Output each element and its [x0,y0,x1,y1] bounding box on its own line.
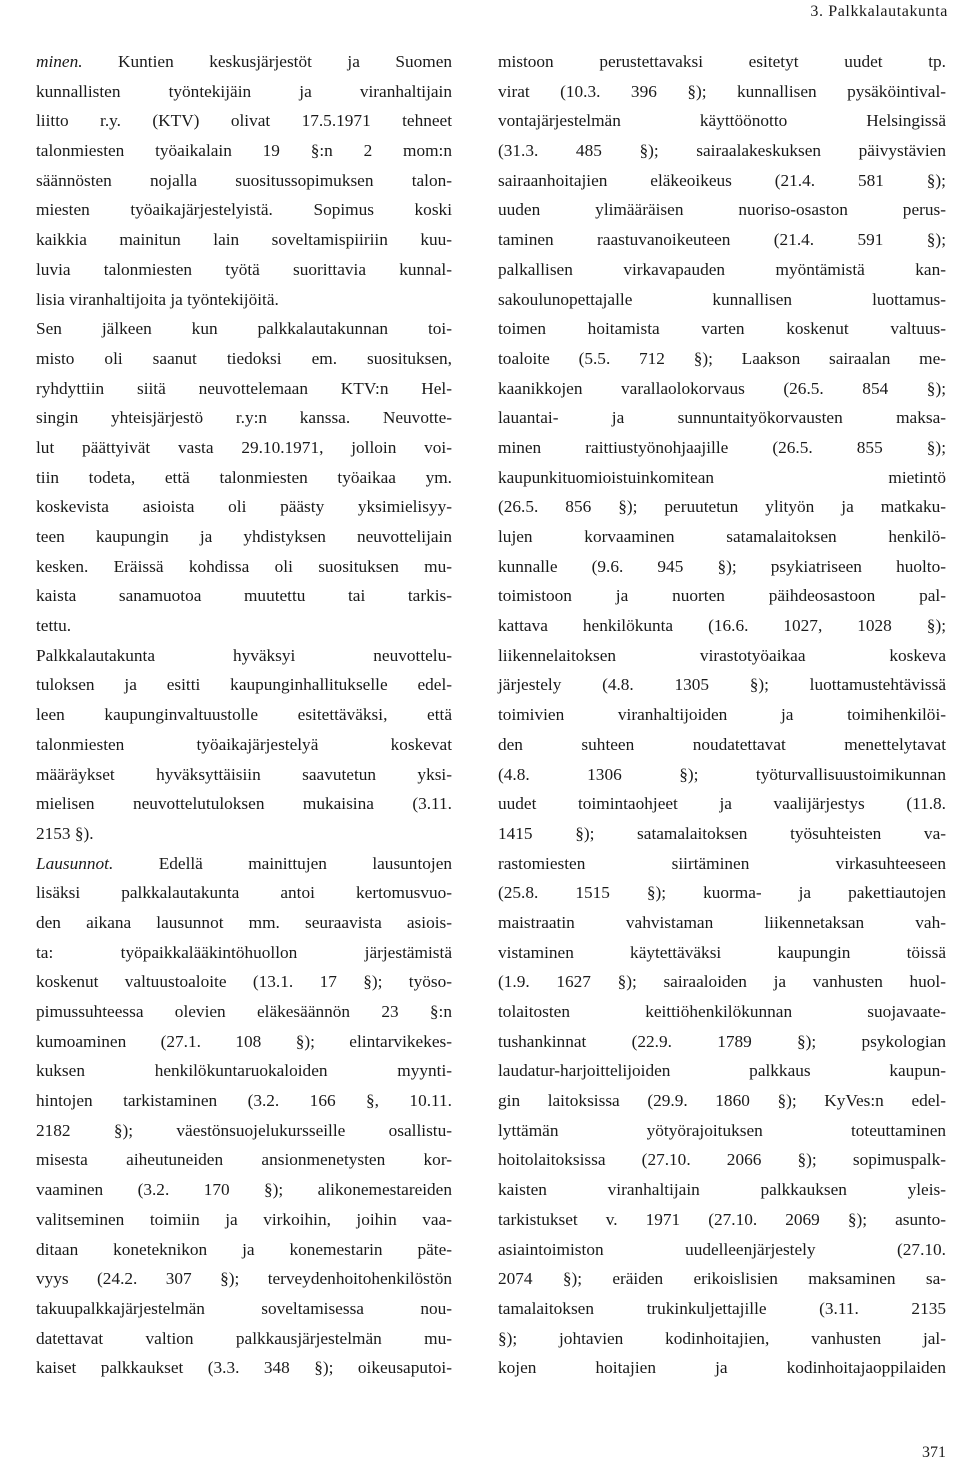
text-line: lut päättyivät vasta 29.10.1971, jolloin voi- [36,437,452,457]
text-line: 2074 §); eräiden erikoislisien maksaminen sa- [498,1269,946,1289]
text-line: lyttämän yötyörajoituksen toteuttaminen [498,1120,946,1140]
text-line: tamalaitoksen trukinkuljettajille (3.11. 2135 [498,1298,946,1318]
text-line: hoitolaitoksissa (27.10. 2066 §); sopimuspalk- [498,1150,946,1170]
text-line: luvia talonmiesten työtä suorittavia kunnal- [36,259,452,279]
right-text-column [498,47,946,1383]
text-line: kunnalle (9.6. 945 §); psykiatriseen huolto- [498,556,946,576]
text-line: liikennelaitoksen virastotyöaikaa koskeva [498,645,946,665]
text-line: kattava henkilökunta (16.6. 1027, 1028 §); [498,616,946,636]
text-line: toimen hoitamista varten koskenut valtuus- [498,319,946,339]
page-number: 371 [922,1444,946,1461]
text-line: tettu. [36,616,72,636]
text-line: vistaminen käytettäväksi kaupungin töissä [498,942,946,962]
text-line: ditaan koneteknikon ja konemestarin päte- [36,1239,452,1259]
text-line: vaaminen (3.2. 170 §); alikonemestareiden [36,1180,452,1200]
text-line: 2153 §). [36,823,94,843]
text-line: vyys (24.2. 307 §); terveydenhoitohenkilöstön [36,1269,452,1289]
text-line: sairaanhoitajien eläkeoikeus (21.4. 581 §); [498,170,946,190]
text-line: uudet toimintaohjeet ja vaalijärjestys (11.8. [498,794,946,814]
left-text-column [36,47,452,1383]
text-line: virat (10.3. 396 §); kunnallisen pysäköintival- [498,81,946,101]
text-line: tarkistukset v. 1971 (27.10. 2069 §); asunto- [498,1209,946,1229]
text-line: kaikkia mainitun lain soveltamispiiriin kuu- [36,230,452,250]
text-line: kaista sanamuotoa muutettu tai tarkis- [36,586,452,606]
text-line: mistoon perustettavaksi esitetyt uudet tp. [498,52,946,71]
text-line: kojen hoitajien ja kodinhoitajaoppilaiden [498,1358,946,1378]
line-text: Kuntien keskusjärjestöt ja Suomen [82,52,452,71]
text-line: Palkkalautakunta hyväksyi neuvottelu- [36,645,452,665]
text-line: laudatur-harjoittelijoiden palkkaus kaupun- [498,1061,946,1081]
text-line: lujen korvaaminen satamalaitoksen henkilö- [498,527,946,546]
text-line: vontajärjestelmän käyttöönotto Helsingissä [498,111,946,131]
text-line: kunnallisten työntekijäin ja viranhaltijain [36,81,452,101]
section-title: 3. Palkkalautakunta [810,3,948,20]
text-line: (25.8. 1515 §); kuorma- ja pakettiautojen [498,883,946,903]
text-line: kumoaminen (27.1. 108 §); elintarvikekes- [36,1031,452,1051]
text-line: palkallisen virkavapauden myöntämistä kan- [498,259,946,279]
text-line: (31.3. 485 §); sairaalakeskuksen päivystävien [498,141,946,161]
text-line: ryhdyttiin siitä neuvottelemaan KTV:n Hel- [36,378,452,398]
text-line: tiin todeta, että talonmiesten työaikaa ym. [36,467,452,487]
text-line: kaiset palkkaukset (3.3. 348 §); oikeusaputoi- [36,1358,452,1378]
text-line: toimistoon ja nuorten päihdeosastoon pal- [498,586,946,606]
running-header [648,0,948,24]
text-line: koskenut valtuustoaloite (13.1. 17 §); työso- [36,972,452,992]
text-line: järjestely (4.8. 1305 §); luottamustehtävissä [498,675,946,695]
text-line: Sen jälkeen kun palkkalautakunnan toi- [36,319,452,339]
text-line: (1.9. 1627 §); sairaaloiden ja vanhusten huol- [498,972,946,992]
text-line: toimivien viranhaltijoiden ja toimihenkilöi- [498,705,946,725]
italic-lead-word: Lausunnot. [36,853,114,873]
text-line: maistraatin vahvistaman liikennetaksan vah- [498,912,946,932]
text-line: valitseminen toimiin ja virkoihin, joihin vaa- [36,1209,452,1229]
text-line: tushankinnat (22.9. 1789 §); psykologian [498,1031,946,1051]
text-line: lisäksi palkkalautakunta antoi kertomusvuo- [36,883,452,903]
text-line: asiaintoimiston uudelleenjärjestely (27.10. [498,1239,946,1259]
text-line: lauantai- ja sunnuntaityökorvausten maksa- [498,408,946,428]
text-line: liitto r.y. (KTV) olivat 17.5.1971 tehneet [36,111,452,131]
text-line: kaisten viranhaltijain palkkauksen yleis- [498,1180,946,1200]
text-line: rastomiesten siirtäminen virkasuhteeseen [498,853,946,873]
text-line: miesten työaikajärjestelyistä. Sopimus koski [36,200,452,220]
text-line: säännösten nojalla suositussopimuksen talon- [36,170,452,190]
text-line: gin laitoksissa (29.9. 1860 §); KyVes:n edel- [498,1091,946,1111]
text-line: kaanikkojen varallaolokorvaus (26.5. 854 §); [498,378,946,398]
text-line: talonmiesten työaikalain 19 §:n 2 mom:n [36,141,452,161]
italic-lead-word: minen. [36,52,83,71]
text-line: datettavat valtion palkkausjärjestelmän mu- [36,1328,452,1348]
text-line: takuupalkkajärjestelmän soveltamisessa nou- [36,1298,452,1318]
text-line: teen kaupungin ja yhdistyksen neuvottelijain [36,527,452,546]
text-line: koskevista asioista oli päästy yksimielisyy- [36,497,452,517]
text-line: §); johtavien kodinhoitajien, vanhusten jal- [498,1328,946,1348]
text-line: taminen raastuvanoikeuteen (21.4. 591 §); [498,230,946,250]
text-line: den suhteen noudatettavat menettelytavat [498,734,946,754]
text-line: talonmiesten työaikajärjestelyä koskevat [36,734,452,754]
text-line: toaloite (5.5. 712 §); Laakson sairaalan me- [498,348,946,368]
text-line: singin yhteisjärjestö r.y:n kanssa. Neuvotte- [36,408,452,428]
text-line: minen raittiustyönohjaajille (26.5. 855 §); [498,437,946,457]
line-text: Edellä mainittujen lausuntojen [113,853,452,873]
text-line: 1415 §); satamalaitoksen työsuhteisten va- [498,823,946,843]
text-line [36,47,452,77]
text-line: den aikana lausunnot mm. seuraavista asiois- [36,912,452,932]
text-line: lisia viranhaltijoita ja työntekijöitä. [36,289,279,309]
text-line: ta: työpaikkalääkintöhuollon järjestämistä [36,942,452,962]
text-line: misto oli saanut tiedoksi em. suosituksen, [36,348,452,368]
text-line: (4.8. 1306 §); työturvallisuustoimikunnan [498,764,946,784]
text-line: 2182 §); väestönsuojelukursseille osallistu- [36,1120,452,1140]
text-line: sakoulunopettajalle kunnallisen luottamus- [498,289,946,309]
text-line [36,849,452,879]
text-line: pimussuhteessa olevien eläkesäännön 23 §:n [36,1002,452,1021]
text-line: tuloksen ja esitti kaupunginhallitukselle edel- [36,675,452,695]
text-line: tolaitosten keittiöhenkilökunnan suojavaate- [498,1002,946,1021]
text-line: kesken. Eräissä kohdissa oli suosituksen mu- [36,556,452,576]
text-line: kuksen henkilökuntaruokaloiden myynti- [36,1061,452,1081]
text-line: (26.5. 856 §); peruutetun ylityön ja matkaku- [498,497,946,517]
text-line: misesta aiheutuneiden ansionmenetysten kor- [36,1150,452,1170]
text-line: mielisen neuvottelutuloksen mukaisina (3.11. [36,794,452,814]
text-line: määräykset hyväksyttäisiin saavutetun yksi- [36,764,452,784]
text-line: leen kaupunginvaltuustolle esitettäväksi, että [36,705,452,725]
text-line: kaupunkituomioistuinkomitean mietintö [498,467,946,487]
text-line: uuden ylimääräisen nuoriso-osaston perus- [498,200,946,220]
text-line: hintojen tarkistaminen (3.2. 166 §, 10.11. [36,1091,452,1111]
